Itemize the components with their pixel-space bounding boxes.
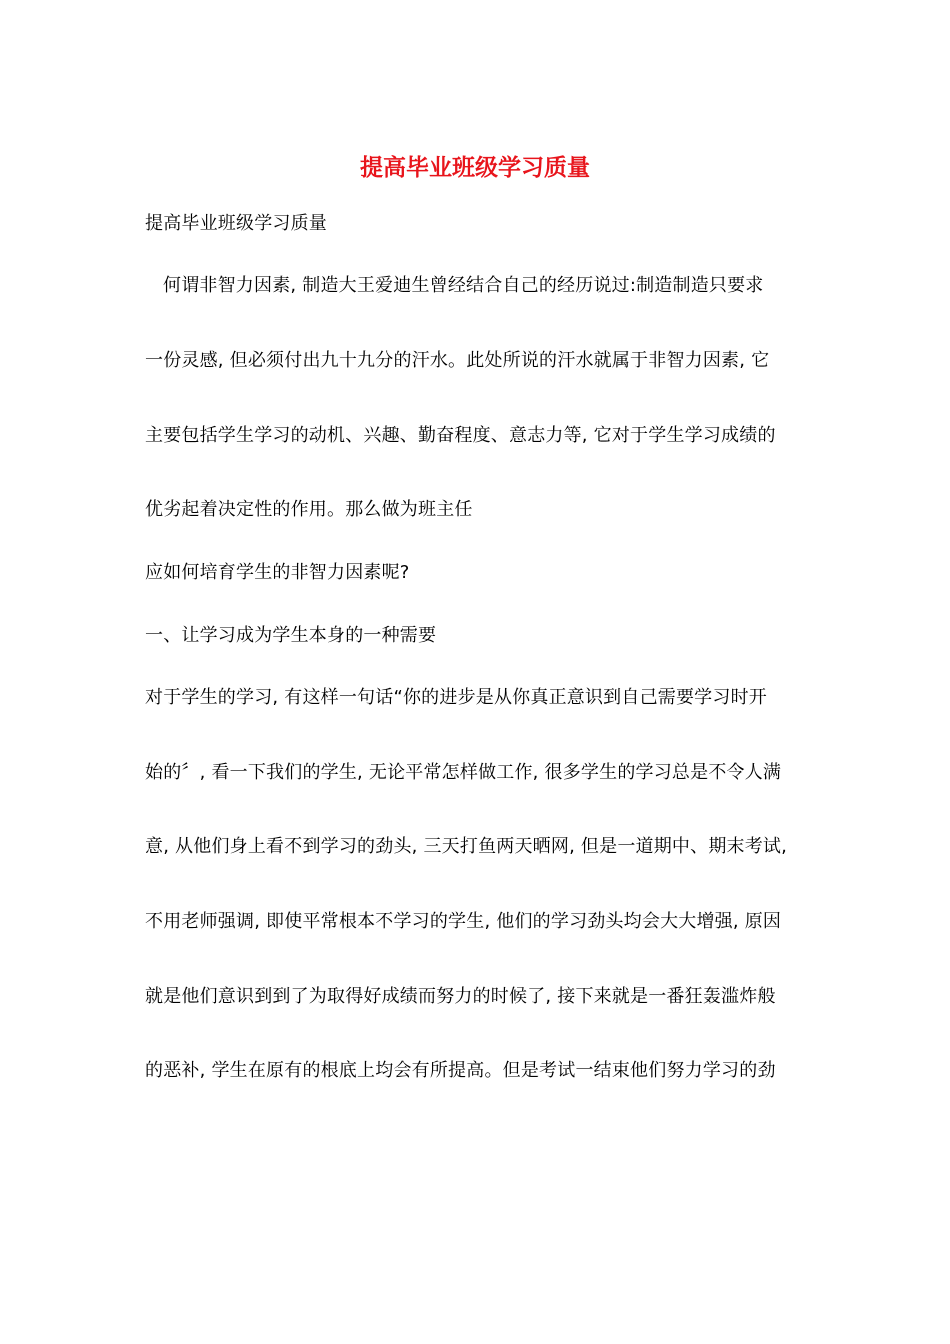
paragraph-line: 意, 从他们身上看不到学习的劲头, 三天打鱼两天晒网, 但是一道期中、期末考试, — [145, 836, 788, 857]
document-subtitle: 提高毕业班级学习质量 — [145, 213, 327, 234]
paragraph-line: 的恶补, 学生在原有的根底上均会有所提高。但是考试一结束他们努力学习的劲 — [145, 1060, 776, 1081]
paragraph-line: 何谓非智力因素, 制造大王爱迪生曾经结合自己的经历说过:制造制造只要求 — [163, 275, 764, 296]
paragraph-line: 始的〞, 看一下我们的学生, 无论平常怎样做工作, 很多学生的学习总是不令人满 — [145, 762, 782, 783]
section-heading: 一、让学习成为学生本身的一种需要 — [145, 625, 437, 646]
paragraph-line: 不用老师强调, 即使平常根本不学习的学生, 他们的学习劲头均会大大增强, 原因 — [145, 911, 782, 932]
paragraph-line: 一份灵感, 但必须付出九十九分的汗水。此处所说的汗水就属于非智力因素, 它 — [145, 350, 770, 371]
paragraph-line: 应如何培育学生的非智力因素呢? — [145, 562, 410, 583]
paragraph-line: 主要包括学生学习的动机、兴趣、勤奋程度、意志力等, 它对于学生学习成绩的 — [145, 425, 776, 446]
paragraph-line: 对于学生的学习, 有这样一句话“你的进步是从你真正意识到自己需要学习时开 — [145, 687, 767, 708]
paragraph-line: 优劣起着决定性的作用。那么做为班主任 — [145, 499, 473, 520]
document-title: 提高毕业班级学习质量 — [360, 154, 590, 181]
paragraph-line: 就是他们意识到到了为取得好成绩而努力的时候了, 接下来就是一番狂轰滥炸般 — [145, 986, 776, 1007]
